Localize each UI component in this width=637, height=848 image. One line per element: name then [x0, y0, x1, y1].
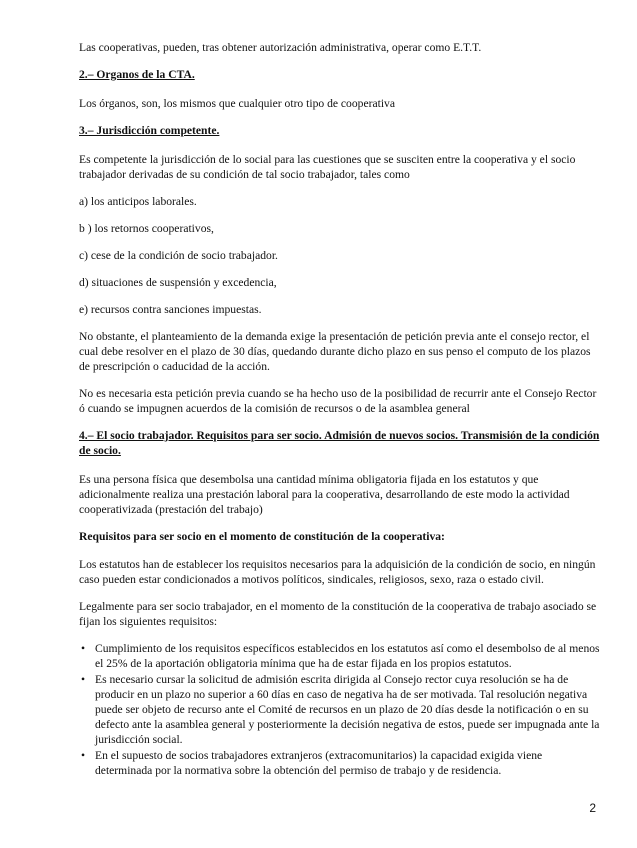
- page-number: 2: [589, 801, 596, 815]
- requirements-list-item: [79, 641, 601, 671]
- paragraph-legalmente: Legalmente para ser socio trabajador, en el momento de la constitución de la cooperativa de trabajo asociado se fijan los siguientes requisitos:: [79, 600, 597, 628]
- paragraph-peticion: No es necesaria esta petición previa cuando se ha hecho uso de la posibilidad de recurrir ante el Consejo Rector ó cuando se impugnen acuerdos de la comisión de recursos o de la asamblea general: [79, 387, 597, 415]
- list-item-b: b ) los retornos cooperativos,: [79, 222, 214, 235]
- paragraph-demanda: No obstante, el planteamiento de la demanda exige la presentación de petición previa ante el consejo rector, el cual debe resolver en el plazo de 30 días, quedando durante dicho plazo en sus penso el computo de los plazos de prescripción o caducidad de la acción.: [79, 330, 591, 373]
- heading-jurisdiccion: 3.– Jurisdicción competente.: [79, 124, 220, 137]
- heading-socio-trabajador: 4.– El socio trabajador. Requisitos para ser socio. Admisión de nuevos socios. Transmisión de la condición de socio.: [79, 429, 600, 457]
- list-item-c: c) cese de la condición de socio trabajador.: [79, 249, 278, 262]
- bullet-icon: •: [81, 673, 86, 686]
- paragraph-organos: Los órganos, son, los mismos que cualquier otro tipo de cooperativa: [79, 97, 395, 110]
- list-item-e: e) recursos contra sanciones impuestas.: [79, 303, 262, 316]
- requirement-text: En el supuesto de socios trabajadores extranjeros (extracomunitarios) la capacidad exigida viene determinada por la normativa sobre la obtención del permiso de trabajo y de residencia.: [95, 749, 543, 777]
- requirements-list: [79, 641, 601, 778]
- paragraph-estatutos: Los estatutos han de establecer los requisitos necesarios para la adquisición de la condición de socio, en ningún caso pueden estar condicionados a motivos políticos, sindicales, religiosos, sexo, raza o estado civil.: [79, 558, 596, 586]
- bullet-icon: •: [81, 642, 86, 655]
- requirements-list-item: [79, 748, 601, 778]
- bullet-icon: •: [81, 749, 86, 762]
- requirements-list-item: [79, 672, 601, 747]
- heading-organos: 2.– Organos de la CTA.: [79, 68, 195, 81]
- list-item-a: a) los anticipos laborales.: [79, 195, 197, 208]
- paragraph-jurisdiccion: Es competente la jurisdicción de lo social para las cuestiones que se susciten entre la cooperativa y el socio trabajador derivadas de su condición de tal socio trabajador, tales como: [79, 153, 576, 181]
- requirement-text: Es necesario cursar la solicitud de admisión escrita dirigida al Consejo rector cuya resolución se ha de producir en un plazo no superior a 60 días en caso de negativa ha de ser motivada. Tal resolución negativa puede ser objeto de recurso ante el Comité de recursos en un plazo de 20 días desde la notificación o en su defecto ante la asamblea general y posteriormente la decisión negativa de estos, puede ser impugnada ante la jurisdicción social.: [95, 673, 600, 746]
- page-content: [79, 40, 601, 779]
- subheading-requisitos: Requisitos para ser socio en el momento de constitución de la cooperativa:: [79, 530, 445, 543]
- paragraph-persona-fisica: Es una persona física que desembolsa una cantidad mínima obligatoria fijada en los estatutos y que adicionalmente realiza una prestación laboral para la cooperativa, desarrollando de este modo la actividad cooperativizada (prestación del trabajo): [79, 473, 570, 516]
- paragraph-ett: Las cooperativas, pueden, tras obtener autorización administrativa, operar como E.T.T.: [79, 41, 482, 54]
- list-item-d: d) situaciones de suspensión y excedencia,: [79, 276, 277, 289]
- requirement-text: Cumplimiento de los requisitos específicos establecidos en los estatutos así como el desembolso de al menos el 25% de la aportación obligatoria mínima que ha de estar fijada en los propios estatutos.: [95, 642, 600, 670]
